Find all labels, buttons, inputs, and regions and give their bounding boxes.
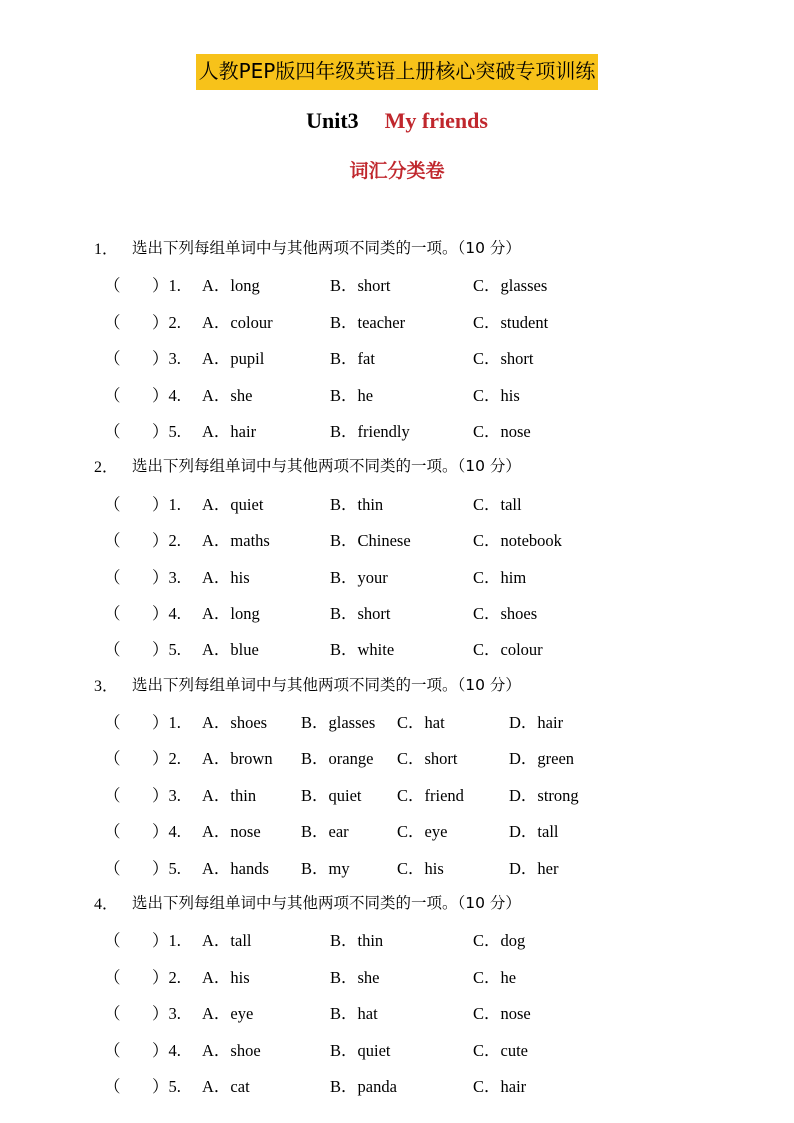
section-heading xyxy=(0,450,794,486)
option-a: A．hands xyxy=(202,858,269,878)
answer-blank[interactable]: （ xyxy=(104,858,121,878)
question-number: ）2. xyxy=(152,531,181,551)
option-c: C．tall xyxy=(473,494,522,514)
option-a: A．tall xyxy=(202,931,252,951)
option-a: A．his xyxy=(202,967,250,987)
answer-blank[interactable]: （ xyxy=(104,349,121,369)
section-instruction: 选出下列每组单词中与其他两项不同类的一项。（10 分） xyxy=(132,457,521,476)
question-row xyxy=(0,632,794,668)
question-number: ）2. xyxy=(152,749,181,769)
option-a: A．brown xyxy=(202,749,273,769)
answer-blank[interactable]: （ xyxy=(104,421,121,441)
option-b: B．thin xyxy=(330,494,384,514)
answer-blank[interactable]: （ xyxy=(104,785,121,805)
option-c: C．friend xyxy=(397,785,464,805)
question-row xyxy=(0,268,794,304)
option-b: B．quiet xyxy=(330,1040,391,1060)
question-sections xyxy=(0,232,794,1105)
question-row xyxy=(0,560,794,596)
question-number: ）4. xyxy=(152,603,181,623)
option-c: C．short xyxy=(473,349,534,369)
section-heading xyxy=(0,232,794,268)
option-d: D．tall xyxy=(509,822,559,842)
option-b: B．quiet xyxy=(301,785,362,805)
option-c: C．notebook xyxy=(473,531,562,551)
option-c: C．short xyxy=(397,749,458,769)
question-number: ）5. xyxy=(152,858,181,878)
option-a: A．nose xyxy=(202,822,261,842)
question-number: ）4. xyxy=(152,385,181,405)
option-a: A．his xyxy=(202,567,250,587)
answer-blank[interactable]: （ xyxy=(104,749,121,769)
answer-blank[interactable]: （ xyxy=(104,1076,121,1096)
question-row xyxy=(0,414,794,450)
section-instruction: 选出下列每组单词中与其他两项不同类的一项。（10 分） xyxy=(132,675,521,694)
question-number: ）3. xyxy=(152,1004,181,1024)
section-number: 4． xyxy=(94,896,119,914)
option-c: C．hair xyxy=(473,1076,527,1096)
question-number: ）4. xyxy=(152,1040,181,1060)
section-instruction: 选出下列每组单词中与其他两项不同类的一项。（10 分） xyxy=(132,894,521,913)
question-row xyxy=(0,814,794,850)
option-a: A．long xyxy=(202,276,260,296)
option-d: D．strong xyxy=(509,785,579,805)
title-row xyxy=(0,54,794,90)
option-a: A．hair xyxy=(202,421,257,441)
unit-title: My friends xyxy=(384,108,488,133)
option-b: B．your xyxy=(330,567,388,587)
question-row xyxy=(0,305,794,341)
option-c: C．cute xyxy=(473,1040,528,1060)
option-d: D．green xyxy=(509,749,575,769)
option-d: D．her xyxy=(509,858,559,878)
option-c: C．glasses xyxy=(473,276,548,296)
option-c: C．eye xyxy=(397,822,448,842)
option-c: C．he xyxy=(473,967,517,987)
option-a: A．colour xyxy=(202,312,273,332)
option-b: B．thin xyxy=(330,931,384,951)
answer-blank[interactable]: （ xyxy=(104,385,121,405)
option-a: A．quiet xyxy=(202,494,264,514)
option-b: B．ear xyxy=(301,822,349,842)
question-number: ）1. xyxy=(152,931,181,951)
question-row xyxy=(0,996,794,1032)
question-number: ）1. xyxy=(152,494,181,514)
option-c: C．student xyxy=(473,312,549,332)
answer-blank[interactable]: （ xyxy=(104,713,121,733)
option-b: B．Chinese xyxy=(330,531,411,551)
question-number: ）5. xyxy=(152,421,181,441)
section-instruction: 选出下列每组单词中与其他两项不同类的一项。（10 分） xyxy=(132,239,521,257)
answer-blank[interactable]: （ xyxy=(104,531,121,551)
question-row xyxy=(0,741,794,777)
option-b: B．orange xyxy=(301,749,374,769)
option-c: C．his xyxy=(473,385,520,405)
option-d: D．hair xyxy=(509,713,564,733)
question-row xyxy=(0,523,794,559)
section-number: 2． xyxy=(94,459,119,477)
question-number: ）5. xyxy=(152,640,181,660)
section-number: 1． xyxy=(94,241,119,258)
option-a: A．maths xyxy=(202,531,270,551)
section-heading xyxy=(0,887,794,923)
answer-blank[interactable]: （ xyxy=(104,640,121,660)
option-b: B．white xyxy=(330,640,395,660)
question-row xyxy=(0,960,794,996)
question-number: ）3. xyxy=(152,785,181,805)
question-number: ）4. xyxy=(152,822,181,842)
answer-blank[interactable]: （ xyxy=(104,1004,121,1024)
answer-blank[interactable]: （ xyxy=(104,1040,121,1060)
answer-blank[interactable]: （ xyxy=(104,494,121,514)
option-a: A．thin xyxy=(202,785,257,805)
option-a: A．pupil xyxy=(202,349,265,369)
question-number: ）1. xyxy=(152,713,181,733)
option-a: A．cat xyxy=(202,1076,250,1096)
worksheet-title: 人教PEP版四年级英语上册核心突破专项训练 xyxy=(196,54,599,90)
option-b: B．fat xyxy=(330,349,375,369)
answer-blank[interactable]: （ xyxy=(104,967,121,987)
question-number: ）2. xyxy=(152,967,181,987)
option-c: C．his xyxy=(397,858,444,878)
unit-number: Unit3 xyxy=(306,108,359,133)
option-a: A．long xyxy=(202,603,260,623)
question-row xyxy=(0,778,794,814)
answer-blank[interactable]: （ xyxy=(104,822,121,842)
question-row xyxy=(0,596,794,632)
option-a: A．eye xyxy=(202,1004,254,1024)
option-b: B．hat xyxy=(330,1004,378,1024)
option-c: C．nose xyxy=(473,1004,531,1024)
option-a: A．she xyxy=(202,385,253,405)
answer-blank[interactable]: （ xyxy=(104,276,121,296)
option-b: B．teacher xyxy=(330,312,406,332)
option-b: B．short xyxy=(330,603,391,623)
option-c: C．hat xyxy=(397,713,445,733)
question-number: ）3. xyxy=(152,567,181,587)
answer-blank[interactable]: （ xyxy=(104,931,121,951)
question-row xyxy=(0,923,794,959)
option-b: B．panda xyxy=(330,1076,397,1096)
unit-heading xyxy=(0,108,794,134)
question-number: ）5. xyxy=(152,1076,181,1096)
question-row xyxy=(0,378,794,414)
question-number: ）3. xyxy=(152,349,181,369)
option-c: C．nose xyxy=(473,421,531,441)
answer-blank[interactable]: （ xyxy=(104,603,121,623)
option-b: B．friendly xyxy=(330,421,410,441)
option-b: B．glasses xyxy=(301,713,376,733)
question-row xyxy=(0,1033,794,1069)
option-a: A．shoe xyxy=(202,1040,261,1060)
option-a: A．blue xyxy=(202,640,259,660)
question-number: ）2. xyxy=(152,312,181,332)
option-a: A．shoes xyxy=(202,713,268,733)
option-c: C．him xyxy=(473,567,527,587)
section-heading xyxy=(0,669,794,705)
question-number: ）1. xyxy=(152,276,181,296)
option-c: C．dog xyxy=(473,931,526,951)
worksheet-subtitle: 词汇分类卷 xyxy=(349,160,445,182)
option-b: B．my xyxy=(301,858,350,878)
question-row xyxy=(0,705,794,741)
answer-blank[interactable]: （ xyxy=(104,567,121,587)
section-number: 3． xyxy=(94,677,119,695)
option-b: B．he xyxy=(330,385,374,405)
question-row xyxy=(0,341,794,377)
question-row xyxy=(0,487,794,523)
option-c: C．colour xyxy=(473,640,543,660)
option-b: B．she xyxy=(330,967,380,987)
question-row xyxy=(0,851,794,887)
answer-blank[interactable]: （ xyxy=(104,312,121,332)
question-row xyxy=(0,1069,794,1105)
option-b: B．short xyxy=(330,276,391,296)
option-c: C．shoes xyxy=(473,603,538,623)
